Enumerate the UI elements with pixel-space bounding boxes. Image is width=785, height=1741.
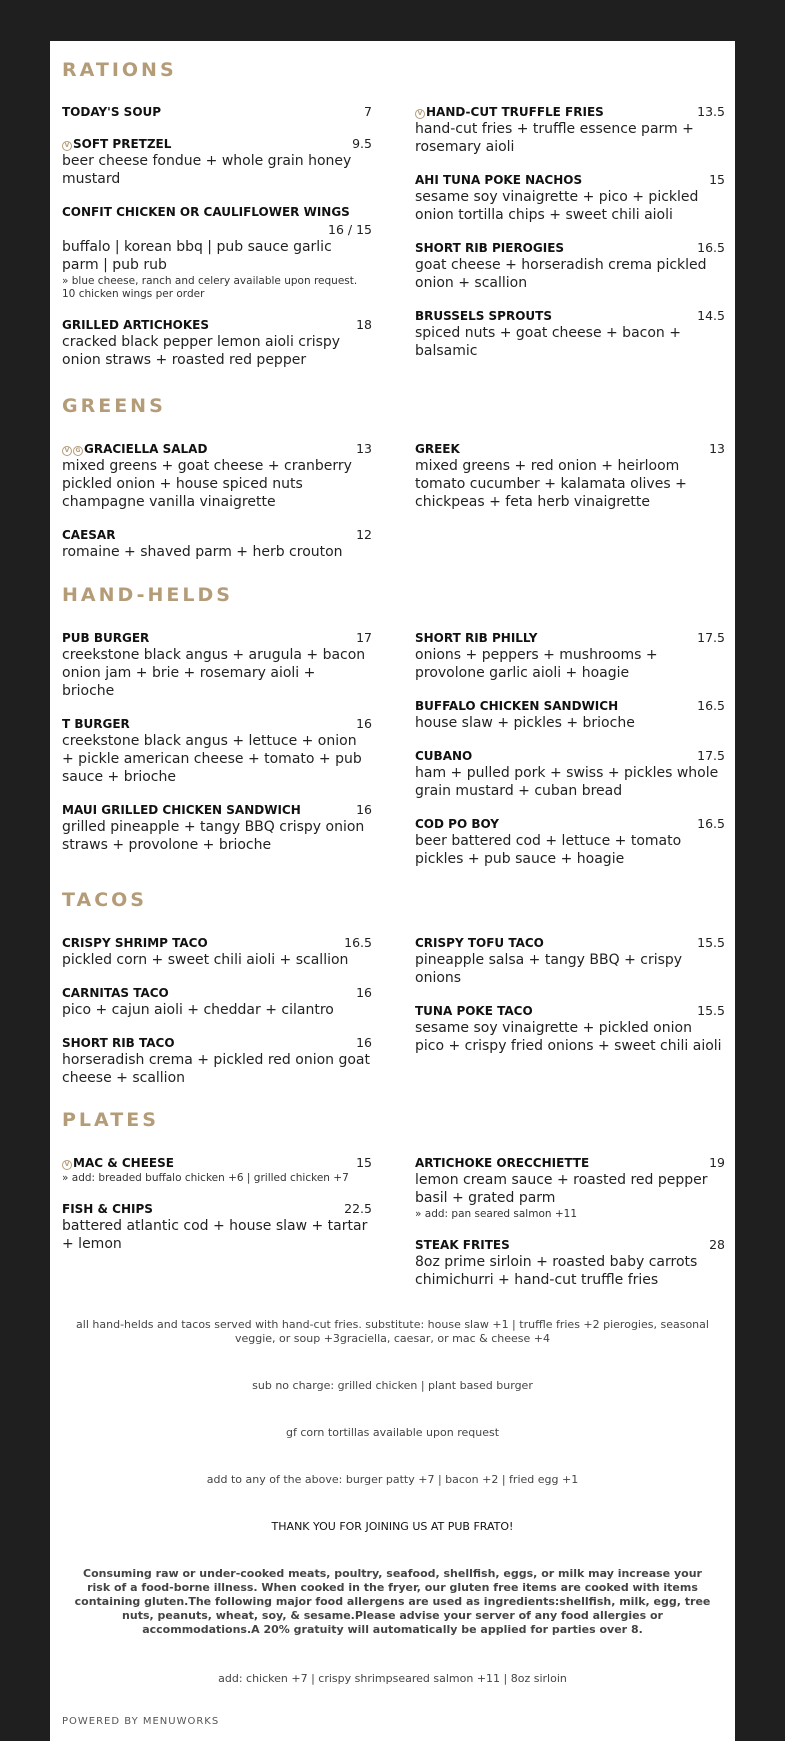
- item-price: 12: [356, 527, 372, 542]
- item-name: TODAY'S SOUP: [62, 105, 162, 119]
- menu-item: [415, 240, 725, 292]
- item-description: goat cheese + horseradish crema pickled onion + scallion: [415, 257, 707, 291]
- menu-item: [62, 1155, 372, 1185]
- item-name: CARNITAS TACO: [62, 986, 169, 1000]
- item-price: 9.5: [352, 136, 372, 151]
- vegetarian-icon: V: [62, 1160, 72, 1170]
- item-name: SHORT RIB TACO: [62, 1036, 175, 1050]
- item-description: romaine + shaved parm + herb crouton: [62, 544, 343, 560]
- item-name: SHORT RIB PHILLY: [415, 631, 538, 645]
- menu-item: [62, 441, 372, 511]
- item-price: 16: [356, 1035, 372, 1050]
- menu-item: [415, 1155, 725, 1221]
- section-title-plates: PLATES: [62, 1109, 159, 1131]
- item-description: lemon cream sauce + roasted red pepper basil + grated parm: [415, 1172, 708, 1206]
- item-description: buffalo | korean bbq | pub sauce garlic parm | pub rub: [62, 239, 332, 273]
- section-title-hand-helds: HAND-HELDS: [62, 584, 233, 606]
- item-name: MAUI GRILLED CHICKEN SANDWICH: [62, 803, 301, 817]
- sides-note: all hand-helds and tacos served with hand-cut fries. substitute: house slaw +1 | truffle fries +2 pierogies, seasonal veggie, or soup +3graciella, caesar, or mac & cheese +4: [76, 1318, 709, 1345]
- tacos-left-column: [62, 935, 372, 1103]
- tacos-right-column: [415, 935, 725, 1071]
- menu-item: [62, 1035, 372, 1087]
- item-name: CRISPY SHRIMP TACO: [62, 936, 208, 950]
- menu-item: [62, 985, 372, 1019]
- item-price: 16.5: [697, 240, 725, 255]
- item-description: horseradish crema + pickled red onion goat cheese + scallion: [62, 1052, 370, 1086]
- item-price: 17.5: [697, 630, 725, 645]
- item-price: 18: [356, 317, 372, 332]
- greens-left-column: [62, 441, 372, 577]
- thank-you-note: THANK YOU FOR JOINING US AT PUB FRATO!: [271, 1520, 514, 1533]
- item-name: CONFIT CHICKEN OR CAULIFLOWER WINGS: [62, 205, 350, 219]
- rations-left-column: [62, 104, 372, 385]
- plates-right-column: [415, 1155, 725, 1305]
- item-price: 16.5: [344, 935, 372, 950]
- item-description: house slaw + pickles + brioche: [415, 715, 635, 731]
- item-name: SOFT PRETZEL: [73, 137, 172, 151]
- menu-item: [62, 204, 372, 301]
- item-description: hand-cut fries + truffle essence parm + rosemary aioli: [415, 121, 694, 155]
- menu-item: [62, 104, 372, 120]
- item-name: GRILLED ARTICHOKES: [62, 318, 210, 332]
- item-name: BUFFALO CHICKEN SANDWICH: [415, 699, 619, 713]
- menu-item: [415, 816, 725, 868]
- menu-item: [415, 935, 725, 987]
- vegetarian-icon: V: [62, 141, 72, 151]
- add-ons-note: add to any of the above: burger patty +7 | bacon +2 | fried egg +1: [206, 1473, 579, 1486]
- item-description: onions + peppers + mushrooms + provolone garlic aioli + hoagie: [415, 647, 658, 681]
- item-price: 17.5: [697, 748, 725, 763]
- item-name: PUB BURGER: [62, 631, 150, 645]
- item-price: 28: [709, 1237, 725, 1252]
- item-price: 16.5: [697, 816, 725, 831]
- item-price: 7: [364, 104, 372, 119]
- item-note: » add: breaded buffalo chicken +6 | grilled chicken +7: [62, 1172, 349, 1184]
- item-price: 16: [356, 985, 372, 1000]
- vegetarian-icon: V: [62, 446, 72, 456]
- item-description: pickled corn + sweet chili aioli + scallion: [62, 952, 349, 968]
- item-price: 14.5: [697, 308, 725, 323]
- item-price: 19: [709, 1155, 725, 1170]
- item-name: CAESAR: [62, 528, 116, 542]
- item-name: COD PO BOY: [415, 817, 499, 831]
- item-name: CRISPY TOFU TACO: [415, 936, 544, 950]
- add-protein-note: add: chicken +7 | crispy shrimpseared salmon +11 | 8oz sirloin: [218, 1672, 567, 1685]
- menu-item: [415, 698, 725, 732]
- handhelds-right-column: [415, 630, 725, 884]
- item-price: 15: [356, 1155, 372, 1170]
- menu-item: [415, 172, 725, 224]
- item-note: » add: pan seared salmon +11: [415, 1208, 578, 1220]
- handhelds-left-column: [62, 630, 372, 870]
- item-description: creekstone black angus + lettuce + onion + pickle american cheese + tomato + pub sauce + brioche: [62, 733, 362, 785]
- item-name: SHORT RIB PIEROGIES: [415, 241, 565, 255]
- item-note: » blue cheese, ranch and celery available upon request. 10 chicken wings per order: [62, 275, 358, 300]
- menu-item: [415, 308, 725, 360]
- plates-left-column: [62, 1155, 372, 1269]
- menu-item: [415, 441, 725, 511]
- menu-item: [415, 1003, 725, 1055]
- powered-by: POWERED BY MENUWORKS: [62, 1716, 220, 1727]
- section-title-greens: GREENS: [62, 395, 166, 417]
- menu-item: [415, 748, 725, 800]
- item-description: beer cheese fondue + whole grain honey mustard: [62, 153, 352, 187]
- item-name: MAC & CHEESE: [73, 1156, 174, 1170]
- item-name: CUBANO: [415, 749, 473, 763]
- menu-item: [62, 802, 372, 854]
- menu-item: [415, 104, 725, 156]
- menu-item: [62, 527, 372, 561]
- item-description: ham + pulled pork + swiss + pickles whole grain mustard + cuban bread: [415, 765, 719, 799]
- section-title-rations: RATIONS: [62, 59, 177, 81]
- item-name: GREEK: [415, 442, 460, 456]
- menu-item: [415, 1237, 725, 1289]
- item-price: 15.5: [697, 1003, 725, 1018]
- item-name: HAND-CUT TRUFFLE FRIES: [426, 105, 604, 119]
- item-description: beer battered cod + lettuce + tomato pickles + pub sauce + hoagie: [415, 833, 682, 867]
- menu-item: [62, 716, 372, 786]
- menu-item: [415, 630, 725, 682]
- gf-note: gf corn tortillas available upon request: [285, 1426, 500, 1439]
- item-price: 15: [709, 172, 725, 187]
- item-description: pineapple salsa + tangy BBQ + crispy onions: [415, 952, 683, 986]
- item-price: 17: [356, 630, 372, 645]
- item-name: TUNA POKE TACO: [415, 1004, 533, 1018]
- item-price: 13: [356, 441, 372, 456]
- menu-item: [62, 317, 372, 369]
- greens-right-column: [415, 441, 725, 527]
- item-price: 13.5: [697, 104, 725, 119]
- item-description: creekstone black angus + arugula + bacon onion jam + brie + rosemary aioli + brioche: [62, 647, 366, 699]
- vegetarian-icon: V: [415, 109, 425, 119]
- gluten-free-icon: G: [73, 446, 83, 456]
- item-description: mixed greens + goat cheese + cranberry pickled onion + house spiced nuts champagne vanilla vinaigrette: [62, 458, 352, 510]
- item-name: ARTICHOKE ORECCHIETTE: [415, 1156, 590, 1170]
- menu-item: [62, 136, 372, 188]
- menu-item: [62, 630, 372, 700]
- item-description: pico + cajun aioli + cheddar + cilantro: [62, 1002, 334, 1018]
- item-name: FISH & CHIPS: [62, 1202, 153, 1216]
- item-description: spiced nuts + goat cheese + bacon + balsamic: [415, 325, 681, 359]
- menu-item: [62, 935, 372, 969]
- item-description: cracked black pepper lemon aioli crispy onion straws + roasted red pepper: [62, 334, 341, 368]
- item-name: BRUSSELS SPROUTS: [415, 309, 552, 323]
- item-price: 16.5: [697, 698, 725, 713]
- item-price: 16: [356, 716, 372, 731]
- item-price: 15.5: [697, 935, 725, 950]
- item-price: 16: [356, 802, 372, 817]
- item-price: 16 / 15: [328, 222, 372, 237]
- item-name: STEAK FRITES: [415, 1238, 510, 1252]
- section-title-tacos: TACOS: [62, 889, 147, 911]
- item-description: 8oz prime sirloin + roasted baby carrots chimichurri + hand-cut truffle fries: [415, 1254, 698, 1288]
- item-name: GRACIELLA SALAD: [84, 442, 208, 456]
- item-name: AHI TUNA POKE NACHOS: [415, 173, 583, 187]
- menu-item: [62, 1201, 372, 1253]
- item-name: T BURGER: [62, 717, 130, 731]
- rations-right-column: [415, 104, 725, 376]
- menu-sheet: [50, 41, 735, 1741]
- item-price: 13: [709, 441, 725, 456]
- no-charge-note: sub no charge: grilled chicken | plant based burger: [252, 1379, 533, 1392]
- item-description: grilled pineapple + tangy BBQ crispy onion straws + provolone + brioche: [62, 819, 365, 853]
- item-description: sesame soy vinaigrette + pico + pickled onion tortilla chips + sweet chili aioli: [415, 189, 699, 223]
- allergen-disclaimer: Consuming raw or under-cooked meats, poultry, seafood, shellfish, eggs, or milk may increase your risk of a food-borne illness. When cooked in the fryer, our gluten free items are cooked with items containing gluten.The following major food allergens are used as ingredients:shellfish, milk, egg, tree nuts, peanuts, wheat, soy, & sesame.Please advise your server of any food allergies or accommodations.A 20% gratuity will automatically be applied for parties over 8.: [74, 1567, 711, 1636]
- item-description: mixed greens + red onion + heirloom tomato cucumber + kalamata olives + chickpeas + feta herb vinaigrette: [415, 458, 687, 510]
- item-description: sesame soy vinaigrette + pickled onion pico + crispy fried onions + sweet chili aioli: [415, 1020, 722, 1054]
- item-price: 22.5: [344, 1201, 372, 1216]
- item-description: battered atlantic cod + house slaw + tartar + lemon: [62, 1218, 368, 1252]
